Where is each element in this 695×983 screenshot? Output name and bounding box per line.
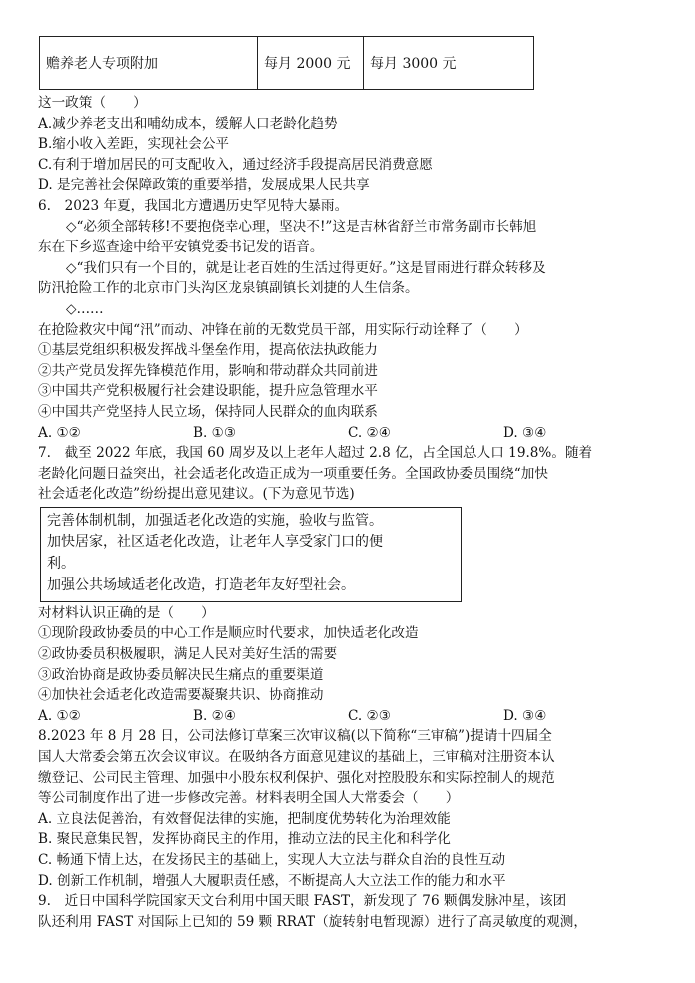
q7-choice-a: A. ①② bbox=[38, 707, 81, 724]
q6-choice-b: B. ①③ bbox=[193, 424, 237, 441]
q6-material-1-cont: 东在下乡巡查途中给平安镇党委书记发的语音。 bbox=[38, 239, 324, 256]
q6-choice-a: A. ①② bbox=[38, 424, 81, 441]
allowance-table bbox=[39, 36, 534, 90]
q6-item-4: ④中国共产党坚持人民立场，保持同人民群众的血肉联系 bbox=[38, 403, 378, 420]
q6-material-1: ◇“必须全部转移!不要抱侥幸心理，坚决不!”这是吉林省舒兰市常务副市长韩旭 bbox=[66, 218, 537, 235]
q8-option-b: B. 聚民意集民智，发挥协商民主的作用，推动立法的民主化和科学化 bbox=[38, 831, 451, 848]
q7-stem-3: 社会适老化改造”纷纷提出意见建议。(下为意见节选) bbox=[38, 486, 355, 503]
question-8 bbox=[38, 726, 658, 891]
q7-choice-b: B. ②④ bbox=[193, 707, 237, 724]
q5-option-c: C.有利于增加居民的可支配收入，通过经济手段提高居民消费意愿 bbox=[38, 156, 433, 173]
q8-stem-3: 缴登记、公司民主管理、加强中小股东权利保护、强化对控股股东和实际控制人的规范 bbox=[38, 769, 555, 786]
q6-item-3: ③中国共产党积极履行社会建设职能，提升应急管理水平 bbox=[38, 383, 378, 400]
q7-choice-c: C. ②③ bbox=[348, 707, 391, 724]
q7-question: 对材料认识正确的是（ ） bbox=[38, 604, 215, 621]
question-5 bbox=[38, 93, 658, 196]
q7-item-3: ③政治协商是政协委员解决民生痛点的重要渠道 bbox=[38, 666, 324, 683]
question-7 bbox=[38, 443, 658, 726]
q8-stem-4: 等公司制度作出了进一步修改完善。材料表明全国人大常委会（ ） bbox=[38, 790, 460, 807]
q7-stem-2: 老龄化问题日益突出，社会适老化改造正成为一项重要任务。全国政协委员围绕“加快 bbox=[38, 465, 548, 482]
q6-material-2: ◇“我们只有一个目的，就是让老百姓的生活过得更好。”这是冒雨进行群众转移及 bbox=[66, 259, 546, 276]
q7-opinion-box bbox=[40, 507, 462, 602]
q5-option-a: A.减少养老支出和哺幼成本，缓解人口老龄化趋势 bbox=[38, 115, 338, 132]
q6-choice-d: D. ③④ bbox=[503, 424, 547, 441]
q8-option-c: C. 畅通下情上达，在发扬民主的基础上，实现人大立法与群众自治的良性互动 bbox=[38, 852, 506, 868]
q9-stem-1: 9. 近日中国科学院国家天文台利用中国天眼 FAST，新发现了 76 颗偶发脉冲星，该团 bbox=[38, 893, 567, 910]
q8-stem-2: 国人大常委会第五次会议审议。在吸纳各方面意见建议的基础上，三审稿对注册资本认 bbox=[38, 749, 555, 766]
q7-item-1: ①现阶段政协委员的中心工作是顺应时代要求，加快适老化改造 bbox=[38, 625, 419, 642]
q7-choices bbox=[38, 706, 658, 727]
q5-stem: 这一政策（ ） bbox=[38, 95, 147, 111]
q6-choices bbox=[38, 423, 658, 444]
q7-box-line: 加快居家，社区适老化改造，让老年人享受家门口的便 bbox=[47, 534, 383, 551]
q6-material-3: ◇…… bbox=[66, 300, 104, 317]
q7-choice-d: D. ③④ bbox=[503, 707, 547, 724]
exam-page bbox=[38, 36, 658, 932]
q7-box-line: 完善体制机制，加强适老化改造的实施，验收与监管。 bbox=[47, 512, 383, 529]
table-cell-new-amount: 每月 3000 元 bbox=[364, 37, 534, 90]
q9-stem-2: 队还利用 FAST 对国际上已知的 59 颗 RRAT（旋转射电暂现源）进行了高灵敏度的观测， bbox=[38, 913, 587, 930]
q6-material-2-cont: 防汛抢险工作的北京市门头沟区龙泉镇副镇长刘捷的人生信条。 bbox=[38, 280, 419, 297]
q7-box-line: 加强公共场域适老化改造，打造老年友好型社会。 bbox=[47, 577, 355, 594]
q5-option-b: B.缩小收入差距，实现社会公平 bbox=[38, 136, 230, 153]
table-row bbox=[40, 37, 534, 90]
q8-option-d: D. 创新工作机制，增强人大履职责任感，不断提高人大立法工作的能力和水平 bbox=[38, 872, 506, 889]
q6-stem: 6. 2023 年夏，我国北方遭遇历史罕见特大暴雨。 bbox=[38, 197, 349, 214]
q7-item-2: ②政协委员积极履职，满足人民对美好生活的需要 bbox=[38, 646, 338, 663]
question-9 bbox=[38, 891, 658, 932]
q6-question: 在抢险救灾中闻“汛”而动、冲锋在前的无数党员干部，用实际行动诠释了（ ） bbox=[38, 321, 528, 338]
q6-choice-c: C. ②④ bbox=[348, 424, 391, 441]
question-6 bbox=[38, 196, 658, 443]
table-cell-item: 赡养老人专项附加 bbox=[40, 37, 258, 90]
q8-option-a: A. 立良法促善治，有效督促法律的实施，把制度优势转化为治理效能 bbox=[38, 810, 451, 827]
q7-box-line: 利。 bbox=[47, 555, 75, 572]
q5-option-d: D. 是完善社会保障政策的重要举措，发展成果人民共享 bbox=[38, 177, 370, 194]
q8-stem-1: 8.2023 年 8 月 28 日，公司法修订草案三次审议稿(以下简称“三审稿”)提请十四届全 bbox=[38, 728, 552, 745]
q7-stem-1: 7. 截至 2022 年底，我国 60 周岁及以上老年人超过 2.8 亿，占全国总人口 19.8%。随着 bbox=[38, 445, 593, 462]
table-cell-old-amount: 每月 2000 元 bbox=[258, 37, 364, 90]
q7-item-4: ④加快社会适老化改造需要凝聚共识、协商推动 bbox=[38, 687, 324, 704]
q6-item-2: ②共产党员发挥先锋模范作用，影响和带动群众共同前进 bbox=[38, 362, 378, 379]
q6-item-1: ①基层党组织积极发挥战斗堡垒作用，提高依法执政能力 bbox=[38, 342, 378, 359]
